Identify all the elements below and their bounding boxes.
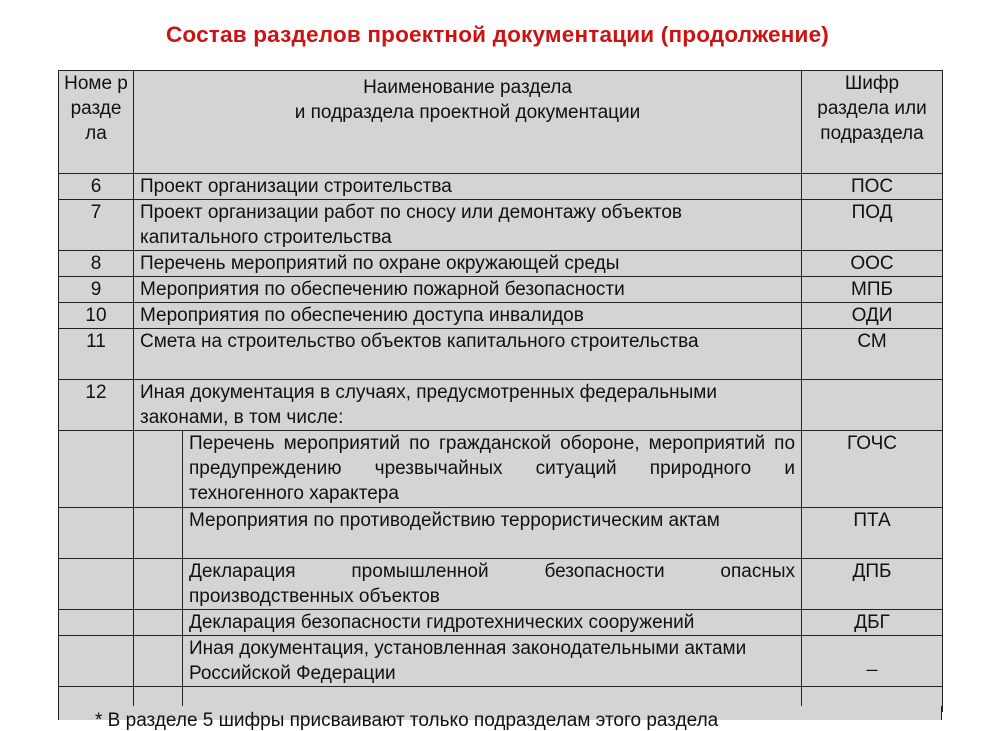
row-name: Мероприятия по обеспечению доступа инвалидов (134, 303, 802, 329)
header-name-line1: Наименование раздела (363, 77, 572, 98)
subrow-code: _ (802, 636, 943, 687)
row-code: СМ (802, 329, 943, 380)
table-subrow (59, 508, 943, 559)
row-name: Проект организации строительства (134, 174, 802, 200)
subrow-name: Декларация безопасности гидротехнических сооружений (183, 610, 802, 636)
row-code: ООС (802, 251, 943, 277)
subrow-name: Декларация промышленной безопасности опасных производственных объектов (183, 559, 802, 610)
table-subrow (59, 431, 943, 508)
header-number: Номе р разде ла (59, 71, 134, 174)
footnote-text: * В разделе 5 шифры присваивают только подразделам этого раздела (95, 710, 719, 731)
row-number: 12 (59, 380, 134, 431)
row-number: 7 (59, 200, 134, 251)
row-number: 11 (59, 329, 134, 380)
subrow-name: Перечень мероприятий по гражданской обороне, мероприятий по предупреждению чрезвычайных ситуаций природного и техногенного характера (183, 431, 802, 508)
row-code (802, 380, 943, 431)
row-code: МПБ (802, 277, 943, 303)
empty-cell (59, 508, 134, 559)
empty-cell (59, 636, 134, 687)
empty-cell (134, 610, 183, 636)
table-row (59, 277, 943, 303)
table-row (59, 380, 943, 431)
table-row (59, 200, 943, 251)
header-name (134, 71, 802, 174)
subrow-name: Мероприятия по противодействию террористическим актам (183, 508, 802, 559)
table-row (59, 303, 943, 329)
empty-cell (134, 559, 183, 610)
row-number: 10 (59, 303, 134, 329)
subrow-name: Иная документация, установленная законодательными актами Российской Федерации (183, 636, 802, 687)
row-number: 9 (59, 277, 134, 303)
table-subrow (59, 559, 943, 610)
slide-title: Состав разделов проектной документации (продолжение) (165, 22, 829, 47)
empty-cell (134, 431, 183, 508)
row-name: Проект организации работ по сносу или демонтажу объектов капитального строительства (134, 200, 802, 251)
subrow-code: ГОЧС (802, 431, 943, 508)
table-row (59, 174, 943, 200)
table-row (59, 251, 943, 277)
table-row (59, 329, 943, 380)
subrow-code: ДПБ (802, 559, 943, 610)
header-name-line2: и подраздела проектной документации (294, 102, 641, 123)
sections-table (58, 70, 943, 712)
table-subrow (59, 636, 943, 687)
subrow-code: ПТА (802, 508, 943, 559)
row-name: Перечень мероприятий по охране окружающей среды (134, 251, 802, 277)
header-code: Шифр раздела или подраздела (802, 71, 943, 174)
row-number: 6 (59, 174, 134, 200)
empty-cell (59, 431, 134, 508)
empty-cell (59, 559, 134, 610)
empty-cell (134, 508, 183, 559)
row-code: ОДИ (802, 303, 943, 329)
table-subrow (59, 610, 943, 636)
row-name: Мероприятия по обеспечению пожарной безопасности (134, 277, 802, 303)
subrow-code: ДБГ (802, 610, 943, 636)
table-header-row (59, 71, 943, 174)
row-code: ПОД (802, 200, 943, 251)
row-name: Иная документация в случаях, предусмотренных федеральными законами, в том числе: (134, 380, 802, 431)
row-number: 8 (59, 251, 134, 277)
footnote (58, 706, 942, 731)
empty-cell (59, 610, 134, 636)
row-code: ПОС (802, 174, 943, 200)
row-name: Смета на строительство объектов капитального строительства (134, 329, 802, 380)
empty-cell (134, 636, 183, 687)
